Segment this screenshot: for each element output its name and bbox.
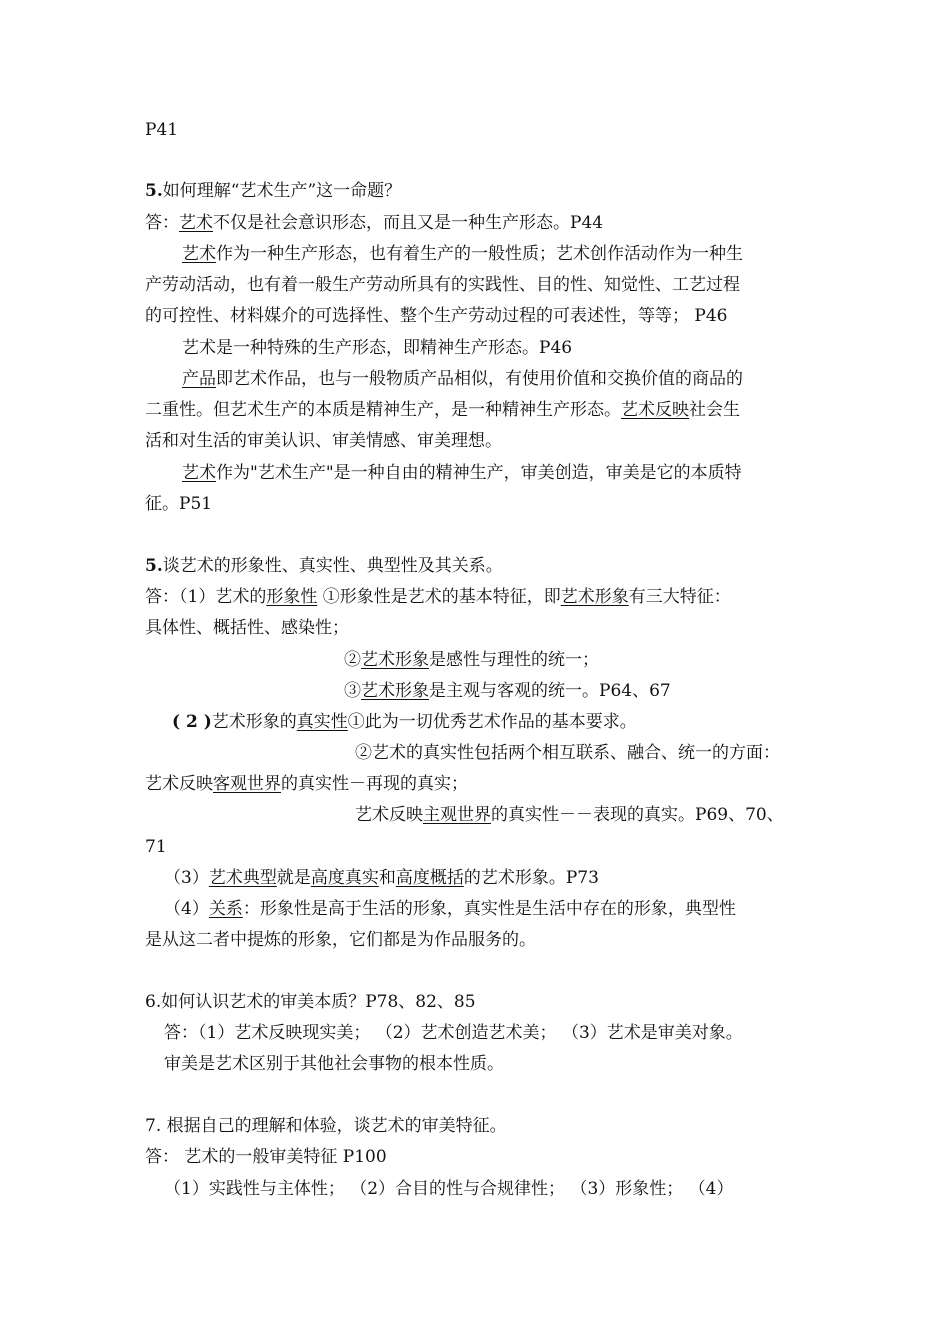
answer-5-p5-line-1: 艺术作为"艺术生产"是一种自由的精神生产，审美创造，审美是它的本质特: [182, 463, 742, 483]
answer-5b-line-12: 是从这二者中提炼的形象，它们都是为作品服务的。: [145, 930, 536, 950]
answer-5b-line-11: （4）关系：形象性是高于生活的形象，真实性是生活中存在的形象，典型性: [164, 899, 736, 919]
answer-5-p2-line-3: 的可控性、材料媒介的可选择性、整个生产劳动过程的可表述性，等等； P46: [145, 306, 728, 326]
answer-5-p2-line-1: 艺术作为一种生产形态，也有着生产的一般性质；艺术创作活动作为一种生: [182, 244, 743, 264]
answer-5b-line-6: ②艺术的真实性包括两个相互联系、融合、统一的方面：: [355, 743, 780, 763]
answer-5-line-1: 答：艺术不仅是社会意识形态，而且又是一种生产形态。P44: [145, 213, 604, 233]
answer-5b-line-7: 艺术反映客观世界的真实性－再现的真实；: [145, 774, 468, 794]
answer-5b-line-1: 答：（1）艺术的形象性 ①形象性是艺术的基本特征，即艺术形象有三大特征：: [145, 587, 731, 607]
answer-5b-line-4: ③艺术形象是主观与客观的统一。P64、67: [344, 681, 671, 701]
answer-5b-line-5: ( 2 )艺术形象的真实性①此为一切优秀艺术作品的基本要求。: [172, 712, 637, 732]
answer-5-p2-line-2: 产劳动活动，也有着一般生产劳动所具有的实践性、目的性、知觉性、工艺过程: [145, 275, 740, 295]
answer-5b-line-3: ②艺术形象是感性与理性的统一；: [344, 650, 599, 670]
answer-5b-line-9: 71: [145, 837, 167, 857]
question-6-title: 6.如何认识艺术的审美本质？P78、82、85: [145, 992, 476, 1012]
answer-7-line-1: 答： 艺术的一般审美特征 P100: [145, 1147, 387, 1167]
answer-5b-line-8: 艺术反映主观世界的真实性－－表现的真实。P69、70、: [355, 805, 784, 825]
page-reference: P41: [145, 120, 179, 140]
answer-5-p3: 艺术是一种特殊的生产形态，即精神生产形态。P46: [182, 338, 573, 358]
answer-5-p5-line-2: 征。P51: [145, 494, 213, 514]
question-5-title: 5.如何理解“艺术生产”这一命题？: [145, 181, 402, 201]
answer-5b-line-2: 具体性、概括性、感染性；: [145, 618, 349, 638]
answer-5-p4-line-3: 活和对生活的审美认识、审美情感、审美理想。: [145, 431, 502, 451]
answer-6-line-2: 审美是艺术区别于其他社会事物的根本性质。: [164, 1054, 504, 1074]
question-5b-title: 5.谈艺术的形象性、真实性、典型性及其关系。: [145, 556, 503, 576]
question-7-title: 7. 根据自己的理解和体验，谈艺术的审美特征。: [145, 1116, 507, 1136]
answer-7-line-2: （1）实践性与主体性； （2）合目的性与合规律性； （3）形象性； （4）: [164, 1179, 734, 1199]
answer-5-p4-line-1: 产品即艺术作品，也与一般物质产品相似，有使用价值和交换价值的商品的: [182, 369, 743, 389]
answer-6-line-1: 答：（1）艺术反映现实美； （2）艺术创造艺术美； （3）艺术是审美对象。: [164, 1023, 743, 1043]
answer-5b-line-10: （3）艺术典型就是高度真实和高度概括的艺术形象。P73: [164, 868, 599, 888]
answer-5-p4-line-2: 二重性。但艺术生产的本质是精神生产，是一种精神生产形态。艺术反映社会生: [145, 400, 740, 420]
